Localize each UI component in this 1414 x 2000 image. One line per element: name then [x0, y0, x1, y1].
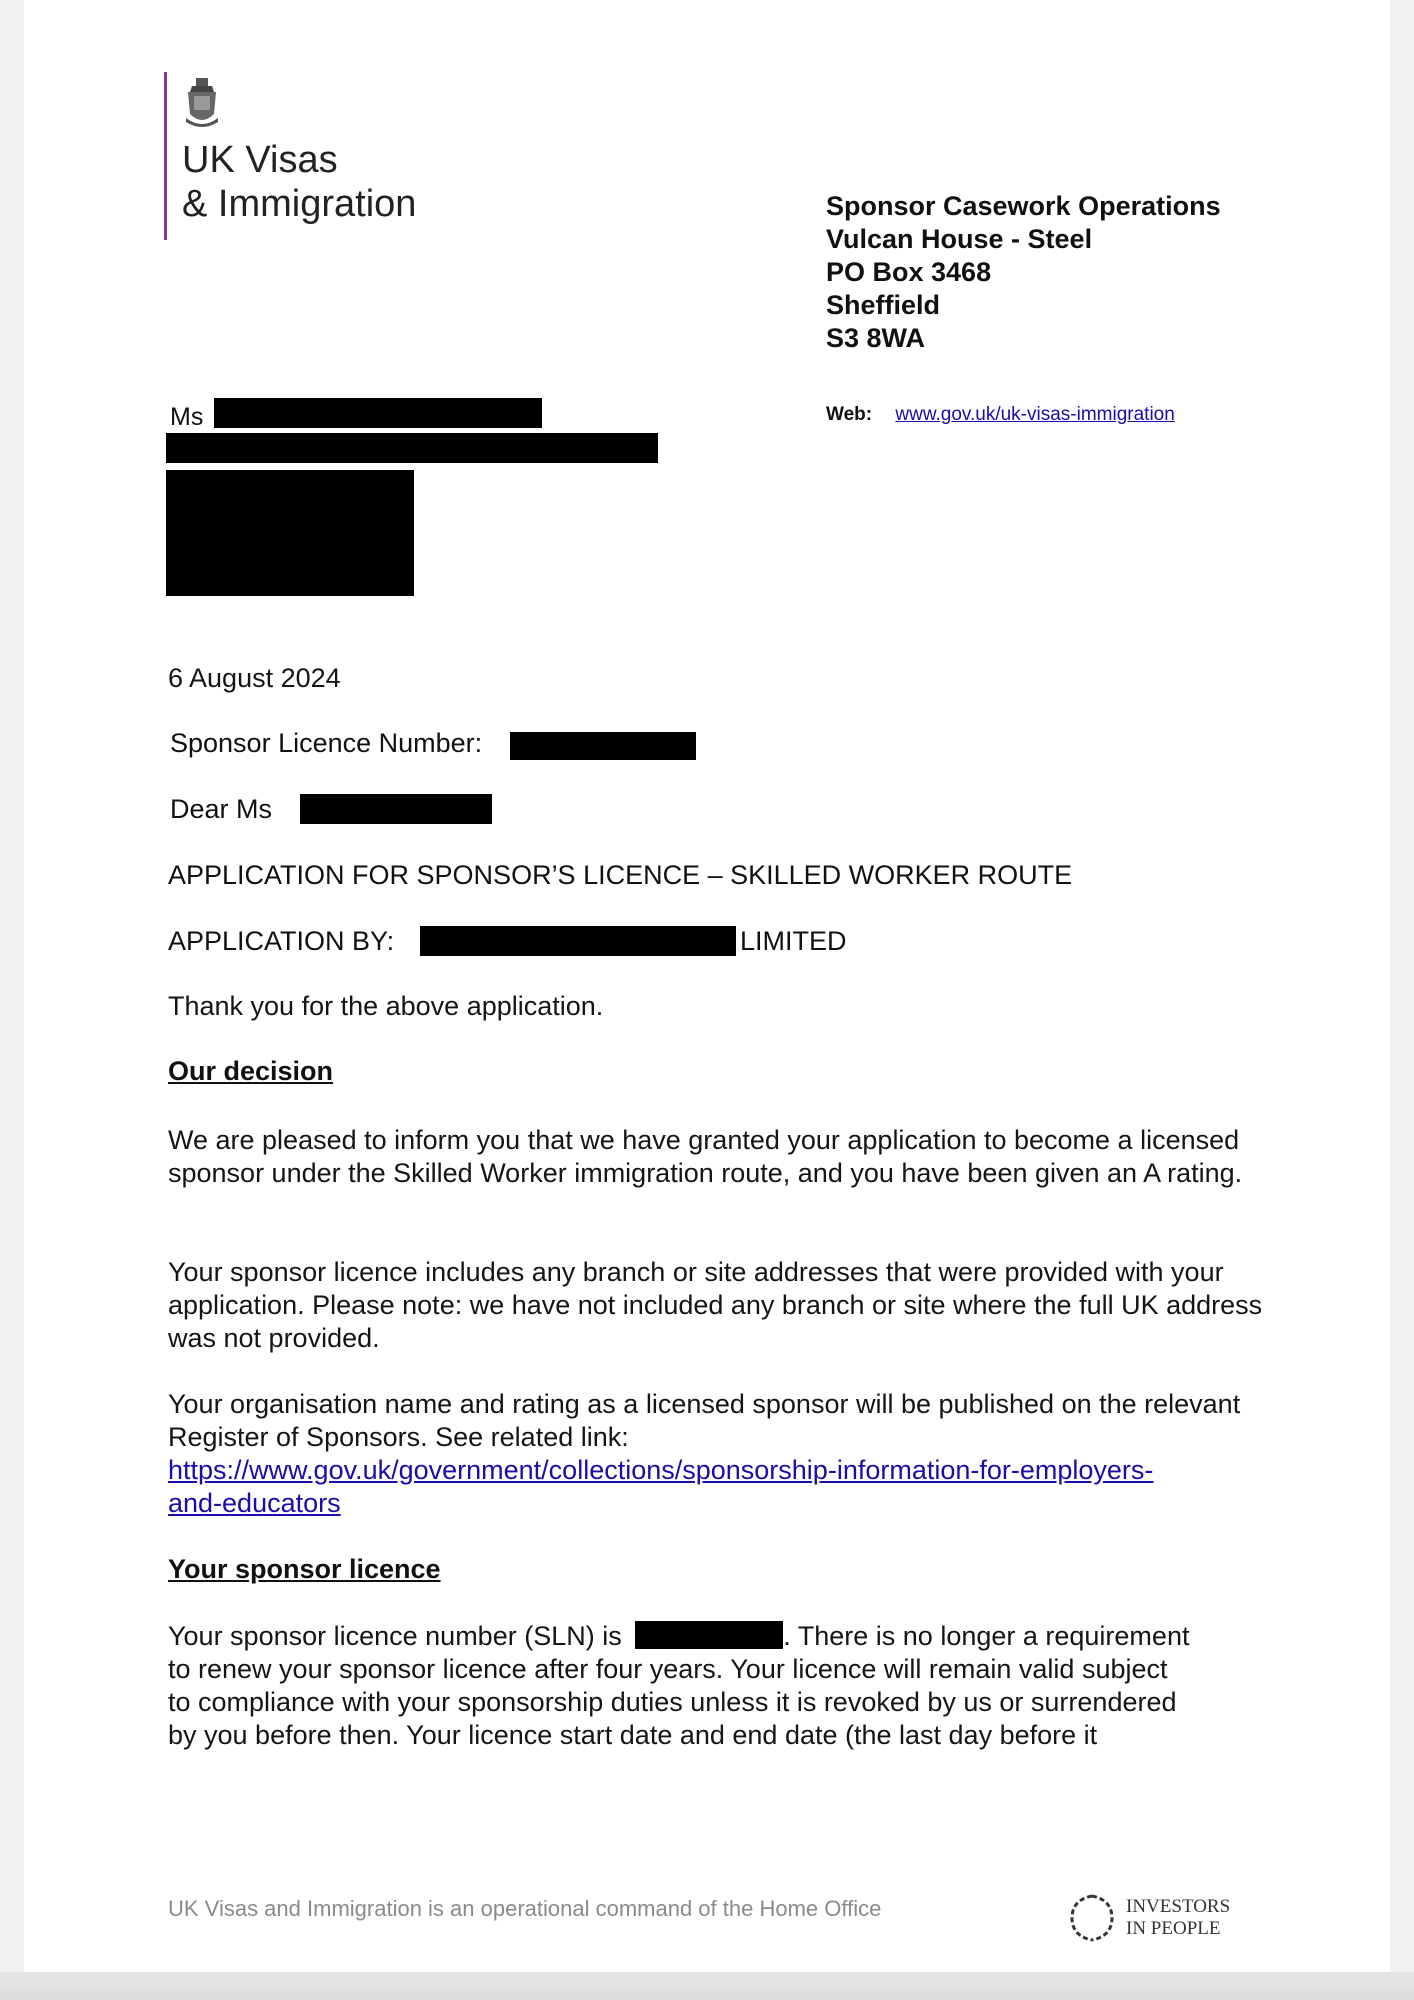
sln-prefix: Your sponsor licence number (SLN) is: [168, 1621, 622, 1651]
licence-number-label: Sponsor Licence Number:: [170, 728, 483, 758]
register-link[interactable]: [168, 1454, 1153, 1520]
address-line: S3 8WA: [826, 323, 926, 353]
licence-number-row: [170, 728, 482, 759]
recipient-salutation: Ms: [170, 403, 204, 431]
web-label: Web:: [826, 404, 873, 425]
redacted-recipient-line: [166, 433, 658, 463]
address-line: Sheffield: [826, 290, 941, 320]
application-by-label: APPLICATION BY:: [168, 926, 395, 956]
sln-rest: . There is no longer a requirement: [783, 1621, 1190, 1651]
sln-line-2: to renew your sponsor licence after four years. Your licence will remain valid subject: [168, 1654, 1168, 1684]
branch-paragraph: Your sponsor licence includes any branch or site addresses that were provided with your application. Please note: we have not included any branch or site where the full UK address was not provided.: [168, 1257, 1263, 1353]
redacted-company-name: [420, 926, 736, 956]
laurel-icon: [1064, 1890, 1120, 1946]
sln-line-4: by you before then. Your licence start date and end date (the last day before it: [168, 1720, 1098, 1750]
logo-line-1: UK Visas: [182, 139, 338, 181]
address-line: Sponsor Casework Operations: [826, 191, 1221, 221]
page-bottom-edge: [0, 1972, 1414, 2000]
badge-line-1: INVESTORS: [1126, 1896, 1231, 1917]
web-line: [826, 404, 1175, 426]
crest-icon: [182, 78, 222, 135]
sender-address: [826, 190, 1221, 355]
address-line: Vulcan House - Steel: [826, 224, 1093, 254]
register-paragraph: Your organisation name and rating as a licensed sponsor will be published on the relevant Register of Sponsors. See related link:: [168, 1389, 1241, 1452]
decision-paragraph: We are pleased to inform you that we have granted your application to become a licensed sponsor under the Skilled Worker immigration route, and you have been given an A rating.: [168, 1125, 1243, 1188]
register-link-line-1[interactable]: https://www.gov.uk/government/collections/sponsorship-information-for-employers-: [168, 1455, 1154, 1485]
sln-line-3: to compliance with your sponsorship duties unless it is revoked by us or surrendered: [168, 1687, 1177, 1717]
licence-heading: Your sponsor licence: [168, 1554, 441, 1584]
sln-paragraph: [168, 1620, 1278, 1752]
logo-text: [182, 138, 416, 226]
redacted-greeting-name: [300, 794, 492, 824]
logo-accent-bar: [164, 72, 167, 240]
redacted-recipient-name: [214, 398, 542, 428]
address-line: PO Box 3468: [826, 257, 992, 287]
redacted-sln: [635, 1621, 783, 1649]
redacted-licence-number: [510, 732, 696, 760]
greeting: Dear Ms: [170, 794, 273, 824]
subject-line: APPLICATION FOR SPONSOR’S LICENCE – SKILLED WORKER ROUTE: [168, 860, 1073, 890]
letter-date: 6 August 2024: [168, 663, 341, 693]
web-link[interactable]: www.gov.uk/uk-visas-immigration: [895, 404, 1175, 425]
footer-text: UK Visas and Immigration is an operational command of the Home Office: [168, 1896, 882, 1921]
logo-line-2: & Immigration: [182, 183, 417, 225]
letter-page: [24, 0, 1390, 2000]
register-link-line-2[interactable]: and-educators: [168, 1488, 341, 1518]
application-by-suffix: LIMITED: [740, 926, 847, 956]
thanks-line: Thank you for the above application.: [168, 991, 604, 1021]
badge-line-2: IN PEOPLE: [1126, 1918, 1221, 1939]
sln-line-1: [168, 1620, 1278, 1653]
redacted-recipient-address: [166, 470, 414, 596]
decision-heading: Our decision: [168, 1056, 334, 1086]
